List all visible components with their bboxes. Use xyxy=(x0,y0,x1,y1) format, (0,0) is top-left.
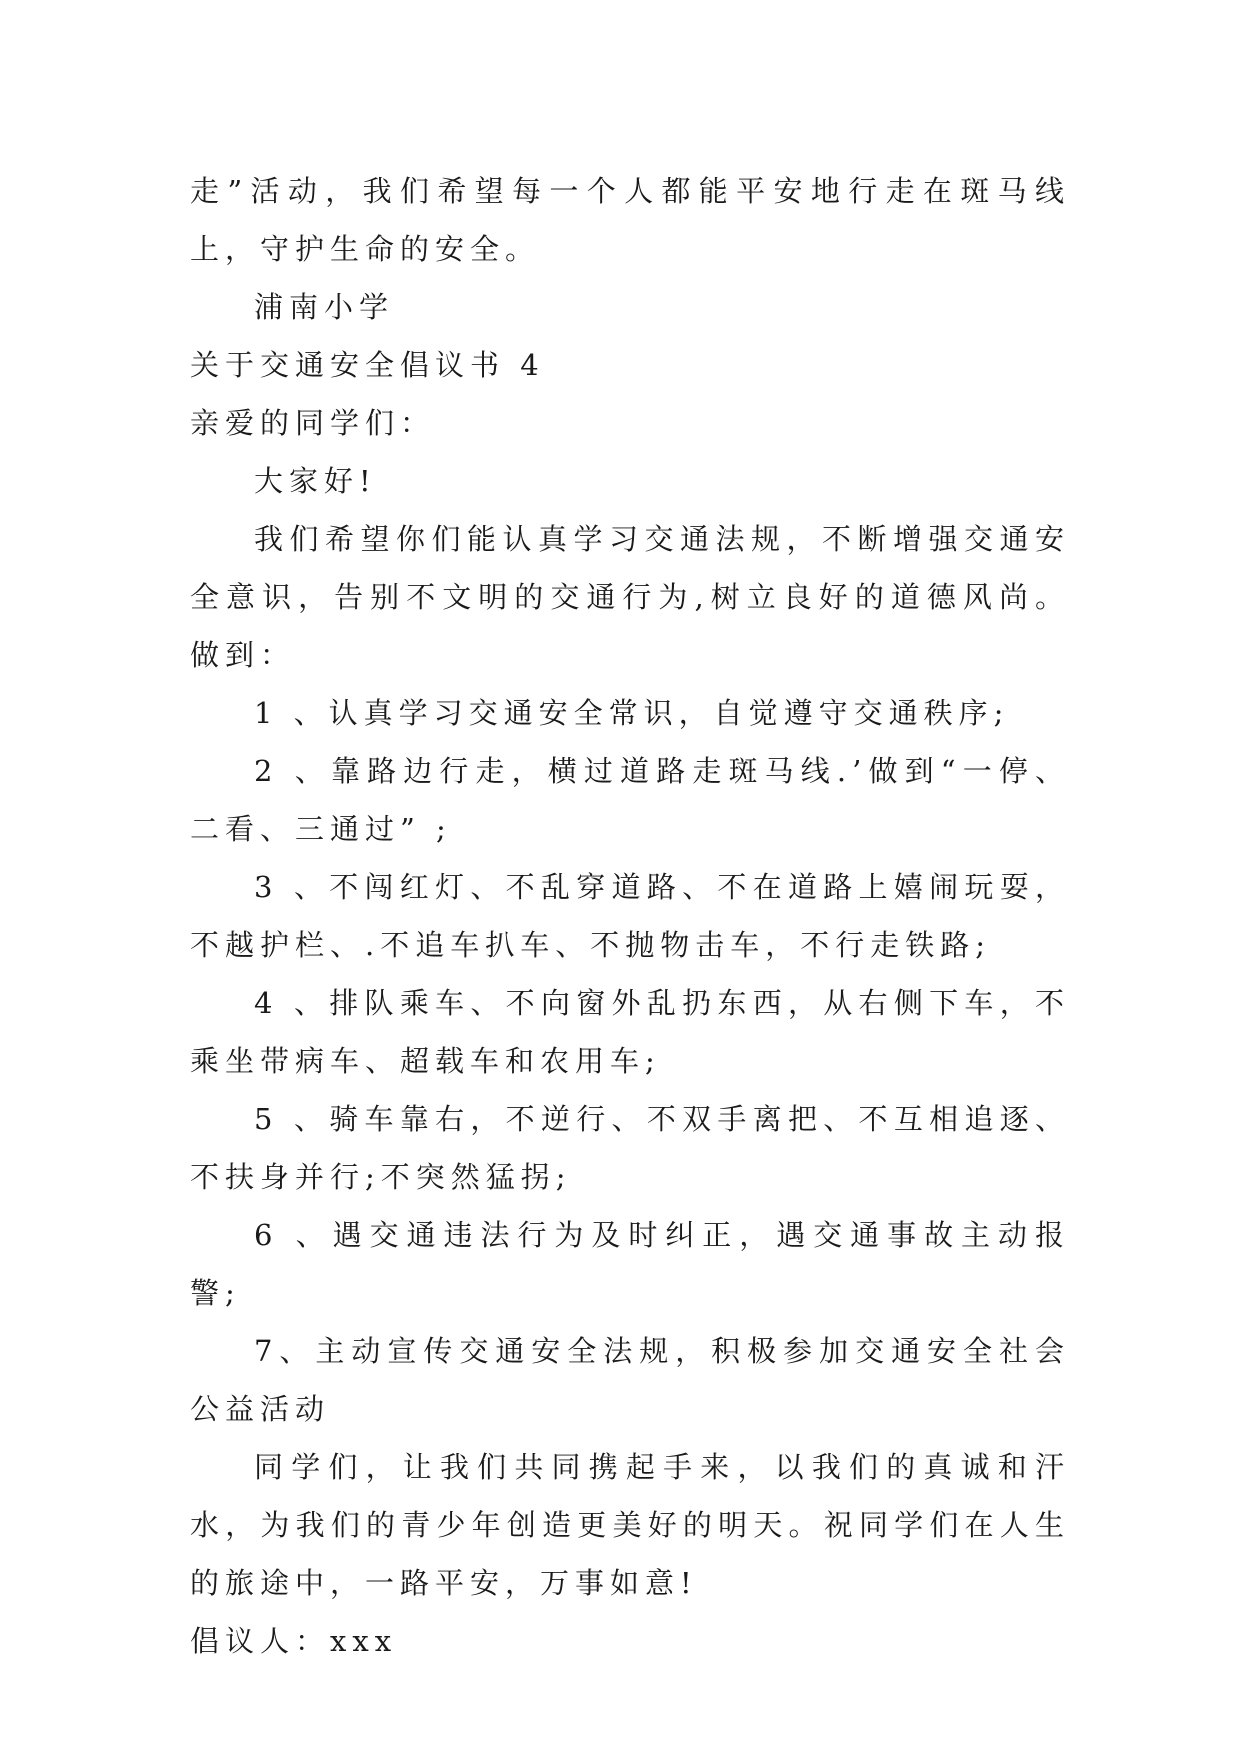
signature-line: 倡议人：xxx xyxy=(190,1624,398,1658)
list-item-2: 2 、靠路边行走，横过道路走斑马线.’做到“一停、二看、三通过” ; xyxy=(190,754,1070,846)
greeting: 大家好! xyxy=(254,464,377,498)
school-name: 浦南小学 xyxy=(254,290,395,324)
list-item-7: 7、主动宣传交通安全法规，积极参加交通安全社会公益活动 xyxy=(190,1334,1070,1426)
list-item-3: 3 、不闯红灯、不乱穿道路、不在道路上嬉闹玩耍，不越护栏、.不追车扒车、不抛物击车，不行走铁路; xyxy=(190,870,1070,962)
section-title: 关于交通安全倡议书 4 xyxy=(190,348,545,382)
document-body xyxy=(190,162,1070,1670)
list-item-5: 5 、骑车靠右，不逆行、不双手离把、不互相追逐、不扶身并行;不突然猛拐; xyxy=(190,1102,1070,1194)
list-item-1: 1 、认真学习交通安全常识，自觉遵守交通秩序; xyxy=(254,696,1010,730)
paragraph-continuation: 走”活动，我们希望每一个人都能平安地行走在斑马线上，守护生命的安全。 xyxy=(190,174,1070,266)
intro-paragraph: 我们希望你们能认真学习交通法规，不断增强交通安全意识，告别不文明的交通行为,树立良好的道德风尚。做到： xyxy=(190,522,1070,672)
closing-paragraph: 同学们，让我们共同携起手来，以我们的真诚和汗水，为我们的青少年创造更美好的明天。祝同学们在人生的旅途中，一路平安，万事如意! xyxy=(190,1450,1070,1600)
salutation: 亲爱的同学们： xyxy=(190,406,436,440)
list-item-6: 6 、遇交通违法行为及时纠正，遇交通事故主动报警; xyxy=(190,1218,1070,1310)
list-item-4: 4 、排队乘车、不向窗外乱扔东西，从右侧下车，不乘坐带病车、超载车和农用车; xyxy=(190,986,1070,1078)
